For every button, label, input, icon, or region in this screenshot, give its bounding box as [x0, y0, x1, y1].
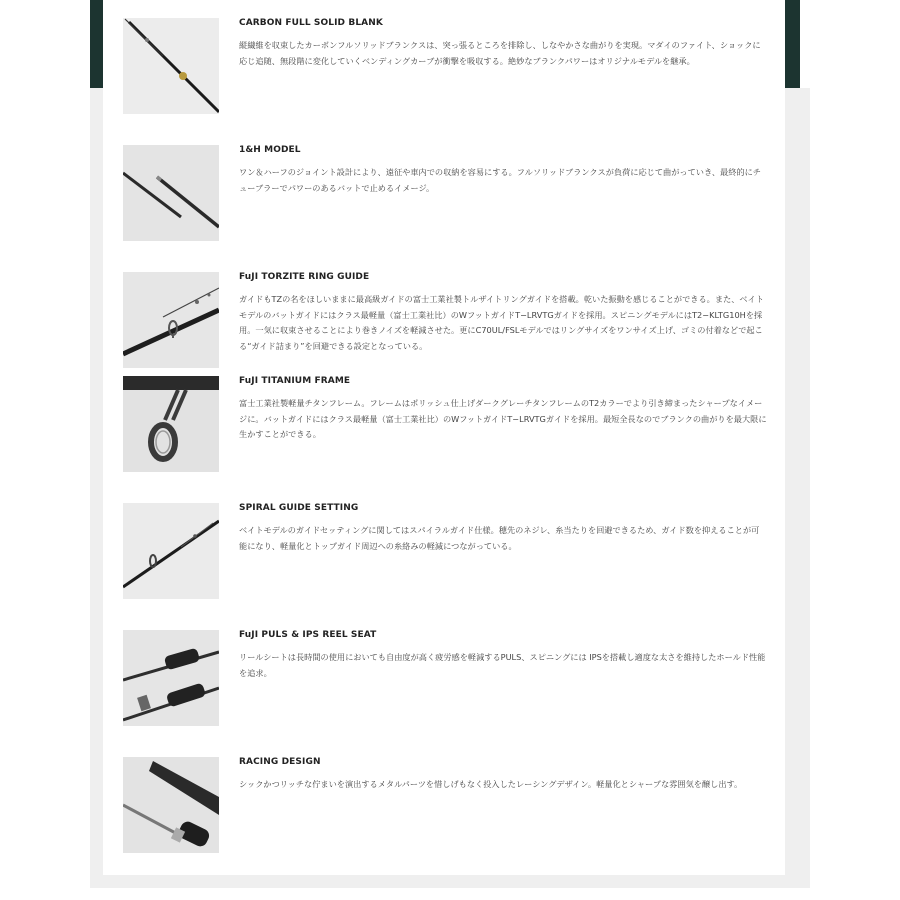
feature-description: シックかつリッチな佇まいを演出するメタルパーツを惜しげもなく投入したレーシングデザイン。軽量化とシャープな雰囲気を醸し出す。: [239, 779, 743, 789]
feature-description: ベイトモデルのガイドセッティングに関してはスパイラルガイド仕様。穂先のネジレ、糸当たりを回避できるため、ガイド数を抑えることが可能になり、軽量化とトップガイド周辺への糸絡みの軽減につながっている。: [239, 525, 760, 551]
rod-tip-illustration: [123, 18, 219, 114]
feature-title: RACING DESIGN: [239, 757, 321, 767]
feature-torzite-ring-guide: [123, 272, 773, 372]
reel-seat-image: [123, 630, 219, 726]
spiral-guide-illustration: [123, 503, 219, 599]
ring-guide-illustration: [123, 272, 219, 368]
feature-description: ワン＆ハーフのジョイント設計により、遠征や車内での収納を容易にする。フルソリッドブランクスが負荷に応じて曲がっていき、最終的にチューブラーでパワーのあるバットで止めるイメージ。: [239, 167, 761, 193]
feature-titanium-frame: [123, 376, 773, 476]
rod-sections-image: [123, 145, 219, 241]
feature-description: 縦繊維を収束したカーボンフルソリッドブランクスは、突っ張るところを排除し、しなやかさな曲がりを実現。マダイのファイト、ショックに応じ追随、無段階に変化していくベンディングカーブが衝撃を吸収する。絶妙なブランクパワーはオリジナルモデルを継承。: [239, 40, 761, 66]
feature-carbon-full-solid-blank: [123, 18, 773, 118]
feature-title: CARBON FULL SOLID BLANK: [239, 18, 383, 28]
racing-design-illustration: [123, 757, 219, 853]
rod-tip-image: [123, 18, 219, 114]
feature-description: 富士工業社製軽量チタンフレーム。フレームはポリッシュ仕上げダークグレーチタンフレームのT2カラーでより引き締まったシャープなイメージに。バットガイドにはクラス最軽量（富士工業社比）のWフットガイドT−LRVTGガイドを採用。最短全長なのでブランクの曲がりを最大限に生かすことができる。: [239, 398, 767, 439]
feature-title: SPIRAL GUIDE SETTING: [239, 503, 359, 513]
feature-description: ガイドもTZの名をほしいままに最高級ガイドの富士工業社製トルザイトリングガイドを搭載。乾いた振動を感じることができる。また、ベイトモデルのバットガイドにはクラス最軽量（富士工業社比）のWフットガイドT−LRVTGガイドを採用。スピニングモデルにはT2−KLTG10Hを採用。一気に収束させることにより巻きノイズを軽減させた。更にC70UL/FSLモデルではリングサイズをワンサイズ上げ、ゴミの付着などで起こる“ガイド詰まり”を回避できる設定となっている。: [239, 294, 764, 351]
feature-1h-model: [123, 145, 773, 245]
reel-seat-illustration: [123, 630, 219, 726]
feature-title: 1&H MODEL: [239, 145, 301, 155]
feature-title: FuJI TITANIUM FRAME: [239, 376, 351, 386]
racing-design-image: [123, 757, 219, 853]
feature-racing-design: [123, 757, 773, 857]
ring-guide-image: [123, 272, 219, 368]
rod-sections-illustration: [123, 145, 219, 241]
titanium-frame-image: [123, 376, 219, 472]
titanium-frame-illustration: [123, 376, 219, 472]
spiral-guide-image: [123, 503, 219, 599]
feature-title: FuJI PULS & IPS REEL SEAT: [239, 630, 377, 640]
feature-title: FuJI TORZITE RING GUIDE: [239, 272, 370, 282]
feature-spiral-guide-setting: [123, 503, 773, 603]
feature-puls-ips-reel-seat: [123, 630, 773, 730]
feature-description: リールシートは長時間の使用においても自由度が高く疲労感を軽減するPULS、スピニングには IPSを搭載し適度な太さを維持したホールド性能を追求。: [239, 652, 766, 678]
